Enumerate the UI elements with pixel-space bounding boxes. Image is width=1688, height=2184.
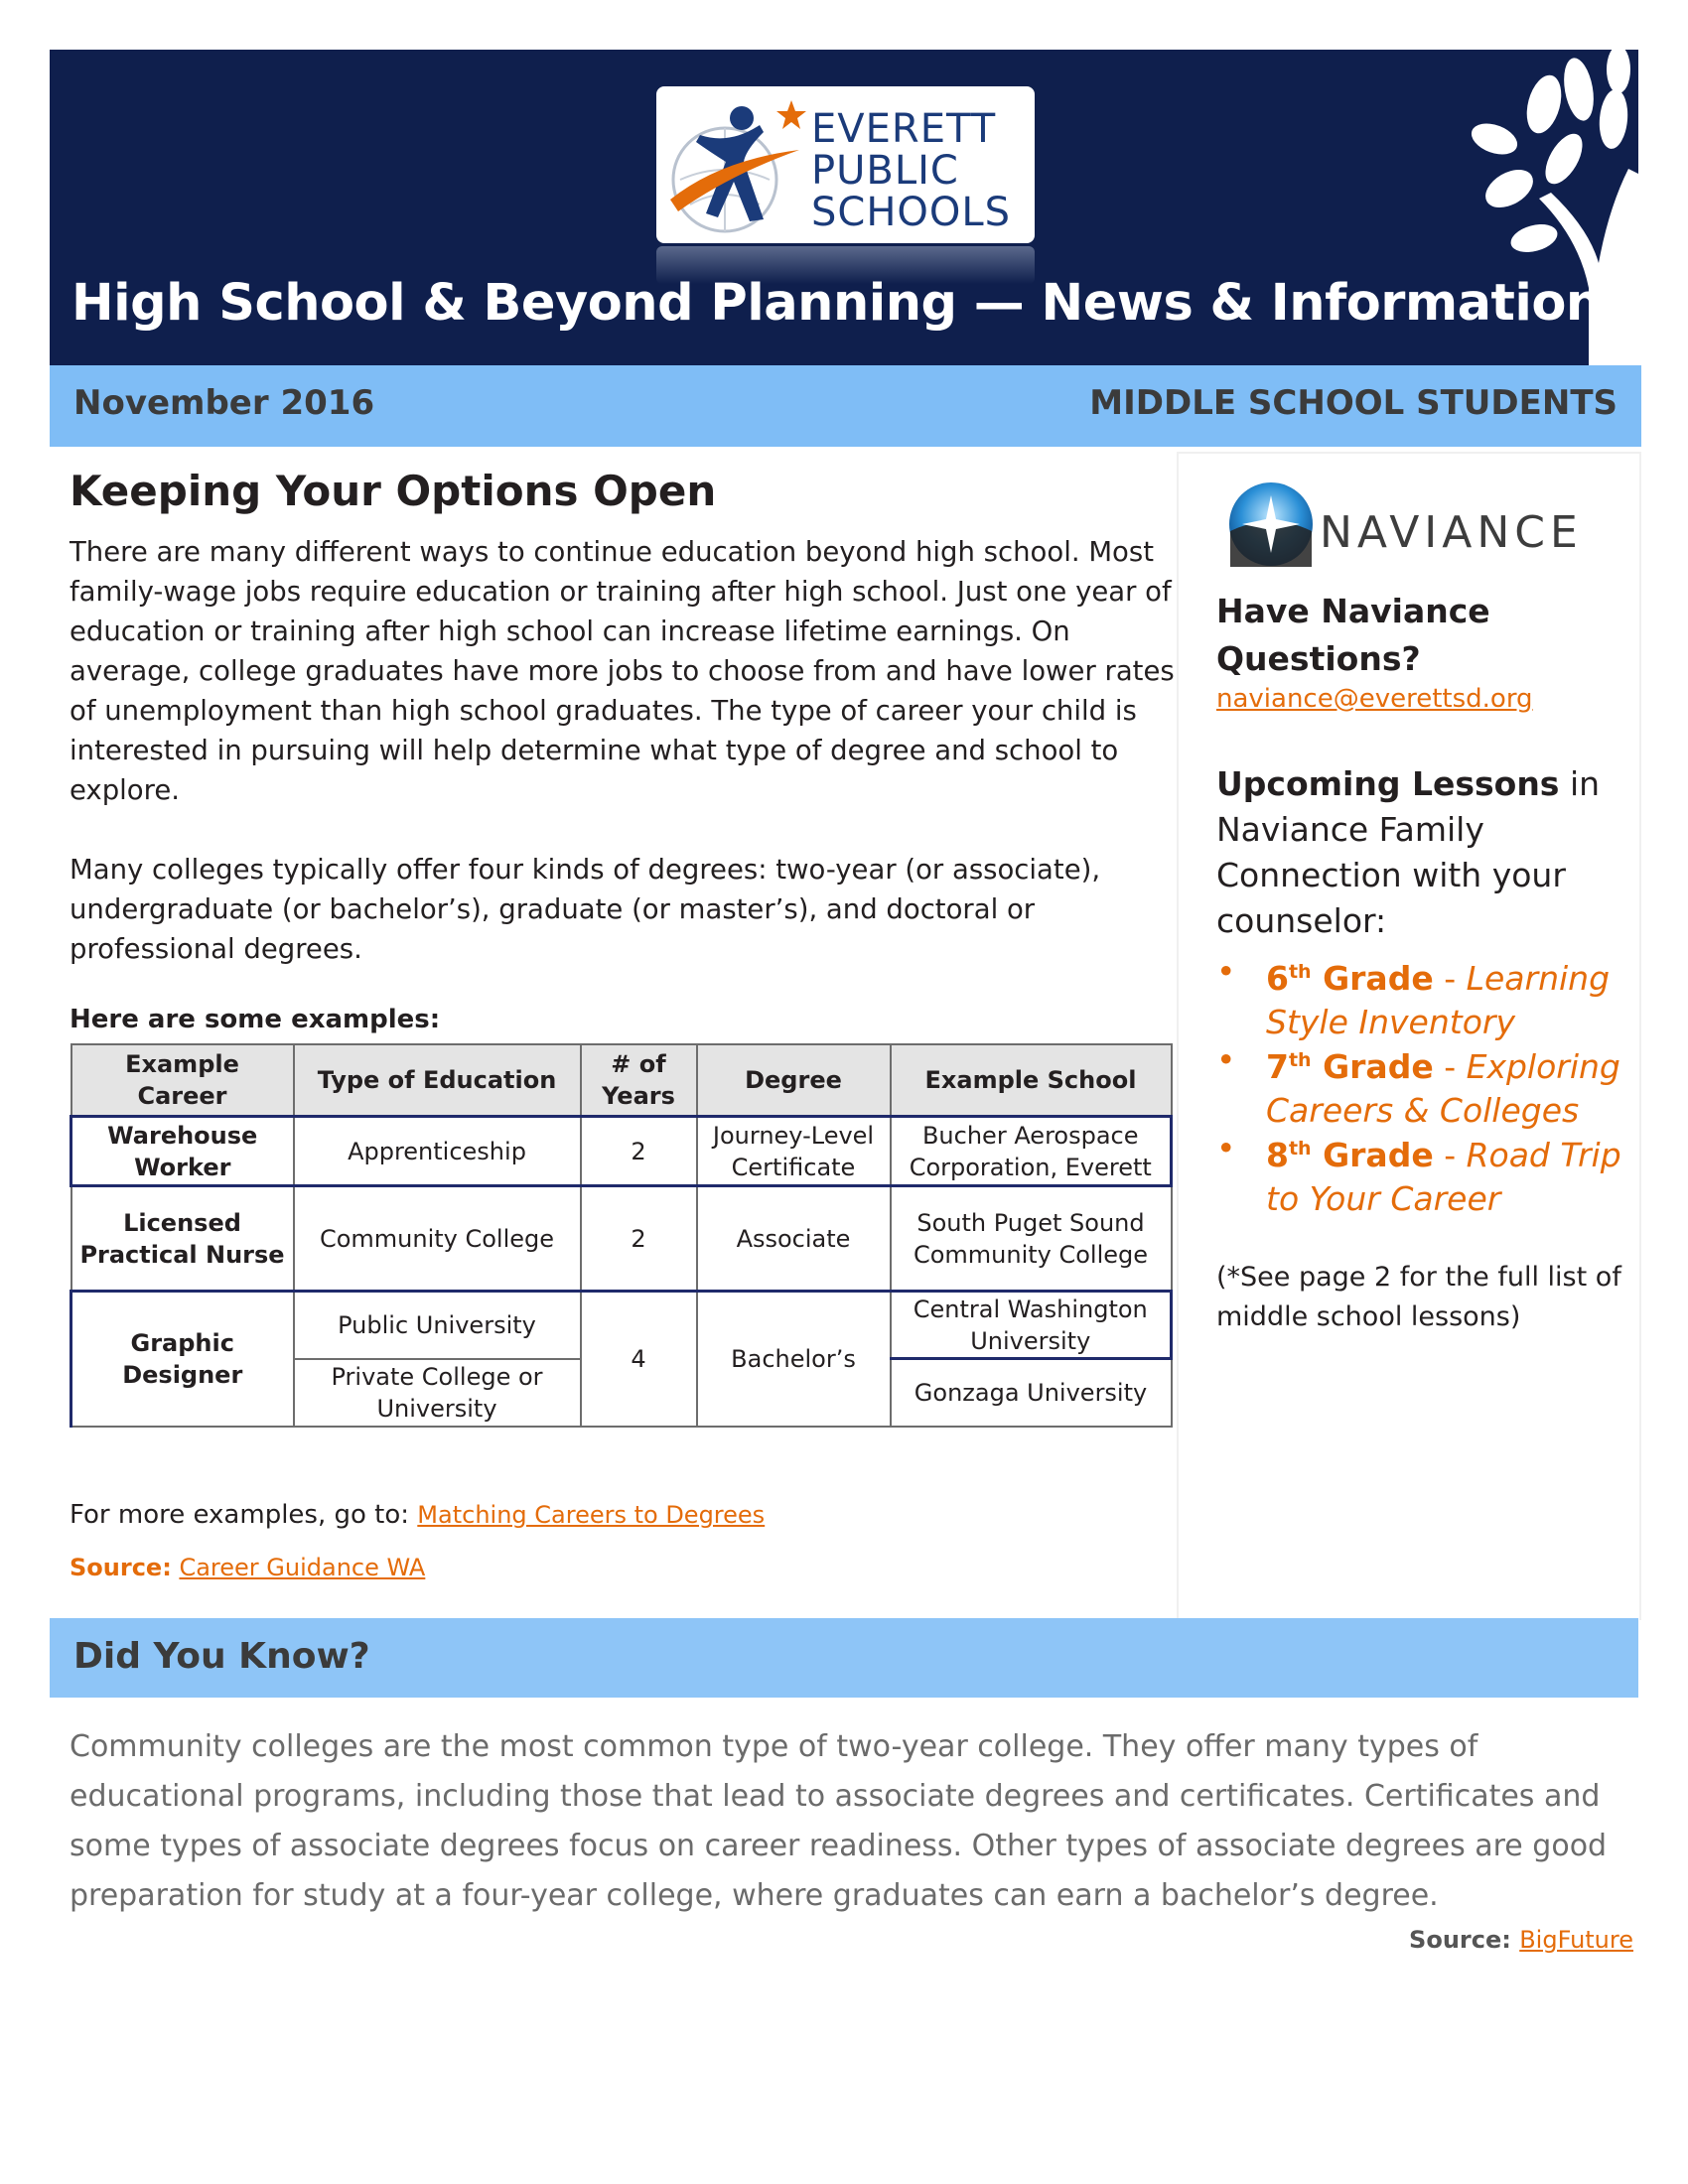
school-cell: Central Washington University — [891, 1292, 1172, 1359]
header-banner — [50, 50, 1638, 365]
examples-label: Here are some examples: — [70, 1005, 441, 1034]
education-cell: Community College — [294, 1186, 581, 1292]
career-cell: Warehouse Worker — [71, 1117, 294, 1186]
career-cell: Licensed Practical Nurse — [71, 1186, 294, 1292]
lesson-dash: - — [1433, 959, 1467, 998]
bullet-icon: • — [1216, 1040, 1236, 1079]
degree-cell: Journey-Level Certificate — [697, 1117, 891, 1186]
column-header: Degree — [697, 1044, 891, 1117]
article-paragraph-2: Many colleges typically offer four kinds of degrees: two-year (or associate), undergraduate (or bachelor’s), graduate (or master’s), and doctoral or professional degrees. — [70, 854, 1101, 965]
grade-word: Grade — [1311, 959, 1434, 998]
column-header: # of Years — [581, 1044, 697, 1117]
grade-suffix: th — [1288, 1138, 1312, 1160]
lesson-dash: - — [1433, 1136, 1467, 1174]
upcoming-lessons-intro — [1216, 761, 1623, 944]
naviance-sidebar — [1177, 452, 1641, 1620]
email-link-text[interactable]: naviance@everettsd.org — [1216, 684, 1533, 714]
school-cell: Bucher Aerospace Corporation, Everett — [891, 1117, 1172, 1186]
table-row — [71, 1186, 1172, 1292]
lesson-topic: Learning Style Inventory — [1266, 959, 1611, 1041]
grade-suffix: th — [1288, 1049, 1312, 1071]
source-label: Source — [1409, 1926, 1502, 1954]
school-cell: South Puget Sound Community College — [891, 1186, 1172, 1292]
school-cell: Gonzaga University — [891, 1359, 1172, 1427]
years-cell: 2 — [581, 1117, 697, 1186]
grade-number: 8 — [1266, 1136, 1289, 1174]
audience-label: MIDDLE SCHOOL STUDENTS — [1089, 383, 1618, 423]
more-examples-line — [70, 1500, 765, 1530]
date-strip — [50, 365, 1641, 447]
source-line — [70, 1554, 425, 1581]
lesson-dash: - — [1433, 1047, 1467, 1086]
career-guidance-link[interactable]: Career Guidance WA — [179, 1554, 426, 1581]
grade-word: Grade — [1311, 1047, 1434, 1086]
career-cell: Graphic Designer — [71, 1292, 294, 1427]
source-label: Source: — [70, 1554, 172, 1581]
years-cell: 4 — [581, 1292, 697, 1427]
logo-word-3: SCHOOLS — [811, 190, 1012, 235]
table-header-row — [71, 1044, 1172, 1117]
naviance-questions-title: Have Naviance Questions? — [1216, 592, 1490, 678]
did-you-know-paragraph: Community colleges are the most common type of two-year college. They offer many types of educational programs, including those that lead to associate degrees and certificates. Certificates and some types of associate degrees focus on career readiness. Other types of associate degrees are good preparation for study at a four-year college, where graduates can earn a bachelor’s degree. — [70, 1729, 1608, 1913]
article-title: Keeping Your Options Open — [70, 467, 717, 515]
more-examples-text: For more examples, go to: — [70, 1500, 418, 1530]
column-header: Type of Education — [294, 1044, 581, 1117]
naviance-logo — [1228, 474, 1606, 573]
everett-logo-icon — [660, 90, 809, 239]
grade-word: Grade — [1311, 1136, 1434, 1174]
years-cell: 2 — [581, 1186, 697, 1292]
education-cell: Private College or University — [294, 1359, 581, 1427]
district-logo — [656, 86, 1035, 243]
upcoming-lessons-bold: Upcoming Lessons — [1216, 764, 1560, 803]
logo-word-2: PUBLIC — [811, 148, 959, 194]
grade-number: 6 — [1266, 959, 1289, 998]
logo-word-1: EVERETT — [811, 106, 997, 152]
column-header: Example Career — [71, 1044, 294, 1117]
table-row — [71, 1292, 1172, 1359]
grade-number: 7 — [1266, 1047, 1289, 1086]
grade-suffix: th — [1288, 961, 1312, 983]
education-cell: Apprenticeship — [294, 1117, 581, 1186]
degree-cell: Associate — [697, 1186, 891, 1292]
article-paragraph-1: There are many different ways to continue education beyond high school. Most family-wage jobs require education or training after high school. Just one year of education or training after high school can increase lifetime earnings. On average, college graduates have more jobs to choose from and have lower rates of unemployment than high school graduates. The type of career your child is interested in pursuing will help determine what type of degree and school to explore. — [70, 536, 1175, 806]
bullet-icon: • — [1216, 952, 1236, 991]
lesson-topic: Road Trip to Your Career — [1266, 1136, 1621, 1218]
did-you-know-strip — [50, 1618, 1638, 1698]
bigfuture-link[interactable]: BigFuture — [1519, 1926, 1633, 1954]
naviance-wordmark: NAVIANCE — [1320, 507, 1583, 558]
naviance-star-icon — [1228, 481, 1314, 567]
lesson-topic: Exploring Careers & Colleges — [1266, 1047, 1620, 1130]
lessons-note: (*See page 2 for the full list of middle school lessons) — [1216, 1262, 1621, 1332]
education-cell: Public University — [294, 1292, 581, 1359]
page-title: High School & Beyond Planning — News & Information — [71, 274, 1602, 333]
bullet-icon: • — [1216, 1129, 1236, 1167]
did-you-know-source — [1409, 1926, 1633, 1954]
degree-cell: Bachelor’s — [697, 1292, 891, 1427]
source-separator: : — [1501, 1926, 1520, 1954]
table-row — [71, 1117, 1172, 1186]
matching-careers-link[interactable]: Matching Careers to Degrees — [417, 1501, 766, 1529]
upcoming-lessons-rest: in Naviance Family Connection with your counselor: — [1216, 764, 1601, 940]
degree-examples-table — [70, 1043, 1173, 1428]
naviance-email-link[interactable] — [1216, 684, 1533, 714]
issue-date: November 2016 — [73, 383, 375, 423]
did-you-know-title: Did You Know? — [73, 1636, 370, 1677]
column-header: Example School — [891, 1044, 1172, 1117]
